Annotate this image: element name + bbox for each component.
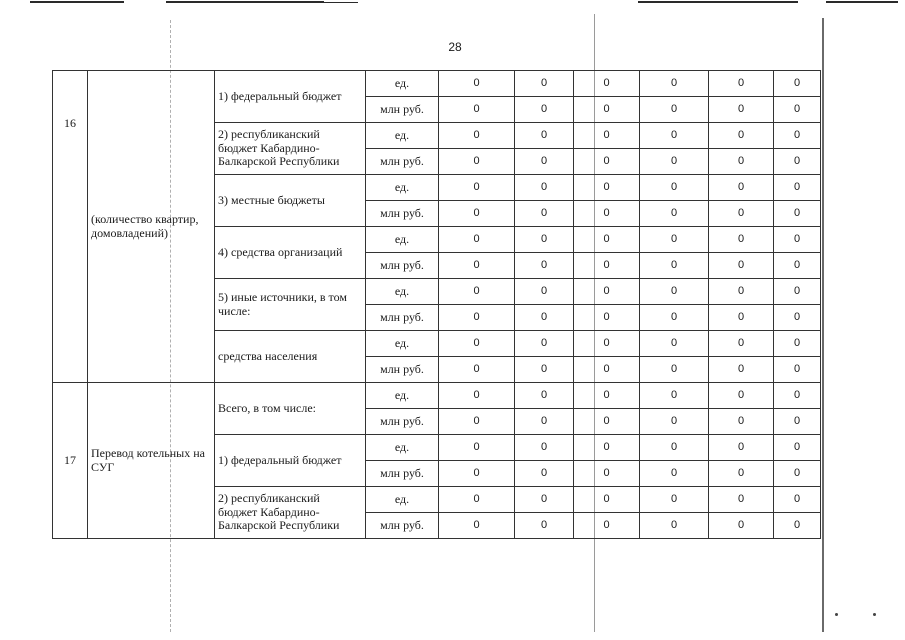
unit-cell: ед. bbox=[366, 175, 439, 201]
value-cell: 0 bbox=[439, 71, 515, 97]
budget-table bbox=[52, 70, 821, 539]
value-cell: 0 bbox=[515, 97, 574, 123]
value-cell: 0 bbox=[774, 123, 821, 149]
row-number: 17 bbox=[53, 383, 88, 539]
value-cell: 0 bbox=[774, 149, 821, 175]
value-cell: 0 bbox=[709, 409, 774, 435]
table-row bbox=[53, 383, 821, 409]
value-cell: 0 bbox=[709, 201, 774, 227]
unit-cell: млн руб. bbox=[366, 357, 439, 383]
value-cell: 0 bbox=[515, 71, 574, 97]
value-cell: 0 bbox=[439, 97, 515, 123]
unit-cell: млн руб. bbox=[366, 461, 439, 487]
value-cell: 0 bbox=[439, 149, 515, 175]
value-cell: 0 bbox=[709, 227, 774, 253]
value-cell: 0 bbox=[640, 383, 709, 409]
scan-rule-3 bbox=[324, 2, 358, 3]
value-cell: 0 bbox=[515, 461, 574, 487]
value-cell: 0 bbox=[709, 71, 774, 97]
value-cell: 0 bbox=[640, 305, 709, 331]
funding-source: 5) иные источники, в том числе: bbox=[215, 279, 366, 331]
value-cell: 0 bbox=[640, 357, 709, 383]
value-cell: 0 bbox=[640, 487, 709, 513]
value-cell: 0 bbox=[640, 201, 709, 227]
value-cell: 0 bbox=[515, 305, 574, 331]
value-cell: 0 bbox=[774, 461, 821, 487]
value-cell: 0 bbox=[439, 331, 515, 357]
value-cell: 0 bbox=[515, 279, 574, 305]
unit-cell: млн руб. bbox=[366, 253, 439, 279]
value-cell: 0 bbox=[574, 461, 640, 487]
unit-cell: млн руб. bbox=[366, 149, 439, 175]
value-cell: 0 bbox=[439, 513, 515, 539]
value-cell: 0 bbox=[574, 97, 640, 123]
unit-cell: ед. bbox=[366, 383, 439, 409]
value-cell: 0 bbox=[709, 331, 774, 357]
value-cell: 0 bbox=[709, 305, 774, 331]
unit-cell: ед. bbox=[366, 123, 439, 149]
measure-name: Перевод котельных на СУГ bbox=[88, 383, 215, 539]
unit-cell: млн руб. bbox=[366, 513, 439, 539]
scan-rule-5 bbox=[826, 1, 898, 3]
value-cell: 0 bbox=[515, 253, 574, 279]
value-cell: 0 bbox=[709, 435, 774, 461]
value-cell: 0 bbox=[640, 461, 709, 487]
value-cell: 0 bbox=[774, 513, 821, 539]
value-cell: 0 bbox=[640, 71, 709, 97]
value-cell: 0 bbox=[439, 409, 515, 435]
value-cell: 0 bbox=[439, 279, 515, 305]
value-cell: 0 bbox=[640, 513, 709, 539]
page-number: 28 bbox=[448, 40, 462, 54]
value-cell: 0 bbox=[439, 227, 515, 253]
value-cell: 0 bbox=[574, 435, 640, 461]
value-cell: 0 bbox=[774, 331, 821, 357]
unit-cell: ед. bbox=[366, 279, 439, 305]
value-cell: 0 bbox=[640, 123, 709, 149]
value-cell: 0 bbox=[709, 487, 774, 513]
value-cell: 0 bbox=[439, 487, 515, 513]
value-cell: 0 bbox=[640, 279, 709, 305]
value-cell: 0 bbox=[774, 279, 821, 305]
value-cell: 0 bbox=[439, 461, 515, 487]
value-cell: 0 bbox=[709, 461, 774, 487]
funding-source: 2) республиканский бюджет Кабардино-Балкарской Республики bbox=[215, 123, 366, 175]
value-cell: 0 bbox=[709, 253, 774, 279]
value-cell: 0 bbox=[574, 149, 640, 175]
value-cell: 0 bbox=[515, 487, 574, 513]
value-cell: 0 bbox=[515, 357, 574, 383]
value-cell: 0 bbox=[574, 71, 640, 97]
value-cell: 0 bbox=[574, 279, 640, 305]
value-cell: 0 bbox=[709, 97, 774, 123]
value-cell: 0 bbox=[574, 123, 640, 149]
value-cell: 0 bbox=[709, 279, 774, 305]
value-cell: 0 bbox=[515, 409, 574, 435]
table-body bbox=[53, 71, 821, 539]
unit-cell: ед. bbox=[366, 487, 439, 513]
value-cell: 0 bbox=[774, 97, 821, 123]
value-cell: 0 bbox=[774, 357, 821, 383]
value-cell: 0 bbox=[439, 435, 515, 461]
value-cell: 0 bbox=[640, 331, 709, 357]
value-cell: 0 bbox=[574, 383, 640, 409]
value-cell: 0 bbox=[574, 175, 640, 201]
value-cell: 0 bbox=[640, 149, 709, 175]
value-cell: 0 bbox=[640, 253, 709, 279]
value-cell: 0 bbox=[774, 253, 821, 279]
value-cell: 0 bbox=[574, 253, 640, 279]
value-cell: 0 bbox=[515, 383, 574, 409]
value-cell: 0 bbox=[515, 175, 574, 201]
value-cell: 0 bbox=[439, 305, 515, 331]
value-cell: 0 bbox=[515, 149, 574, 175]
funding-source: Всего, в том числе: bbox=[215, 383, 366, 435]
funding-source: 1) федеральный бюджет bbox=[215, 435, 366, 487]
unit-cell: млн руб. bbox=[366, 97, 439, 123]
value-cell: 0 bbox=[515, 513, 574, 539]
funding-source: 3) местные бюджеты bbox=[215, 175, 366, 227]
scan-rule-1 bbox=[30, 1, 124, 3]
value-cell: 0 bbox=[640, 97, 709, 123]
unit-cell: млн руб. bbox=[366, 201, 439, 227]
value-cell: 0 bbox=[574, 331, 640, 357]
value-cell: 0 bbox=[774, 201, 821, 227]
scan-rule-2 bbox=[166, 1, 324, 3]
unit-cell: ед. bbox=[366, 331, 439, 357]
value-cell: 0 bbox=[574, 487, 640, 513]
value-cell: 0 bbox=[774, 383, 821, 409]
value-cell: 0 bbox=[574, 201, 640, 227]
measure-name: (количество квартир, домовладений) bbox=[88, 71, 215, 383]
value-cell: 0 bbox=[640, 227, 709, 253]
value-cell: 0 bbox=[439, 201, 515, 227]
value-cell: 0 bbox=[515, 123, 574, 149]
value-cell: 0 bbox=[574, 227, 640, 253]
funding-source: 4) средства организаций bbox=[215, 227, 366, 279]
unit-cell: ед. bbox=[366, 227, 439, 253]
fold-line-right bbox=[822, 18, 824, 632]
scan-rule-4 bbox=[638, 1, 798, 3]
value-cell: 0 bbox=[515, 331, 574, 357]
value-cell: 0 bbox=[774, 409, 821, 435]
scan-speck-1 bbox=[835, 613, 838, 616]
value-cell: 0 bbox=[774, 71, 821, 97]
value-cell: 0 bbox=[709, 357, 774, 383]
value-cell: 0 bbox=[515, 227, 574, 253]
value-cell: 0 bbox=[574, 513, 640, 539]
value-cell: 0 bbox=[515, 201, 574, 227]
value-cell: 0 bbox=[774, 227, 821, 253]
table-row bbox=[53, 71, 821, 97]
value-cell: 0 bbox=[774, 435, 821, 461]
unit-cell: ед. bbox=[366, 435, 439, 461]
value-cell: 0 bbox=[574, 305, 640, 331]
value-cell: 0 bbox=[439, 123, 515, 149]
value-cell: 0 bbox=[709, 123, 774, 149]
funding-source: 2) республиканский бюджет Кабардино-Балкарской Республики bbox=[215, 487, 366, 539]
value-cell: 0 bbox=[574, 357, 640, 383]
value-cell: 0 bbox=[640, 175, 709, 201]
value-cell: 0 bbox=[709, 513, 774, 539]
value-cell: 0 bbox=[709, 175, 774, 201]
value-cell: 0 bbox=[640, 409, 709, 435]
value-cell: 0 bbox=[774, 487, 821, 513]
value-cell: 0 bbox=[574, 409, 640, 435]
value-cell: 0 bbox=[709, 383, 774, 409]
value-cell: 0 bbox=[774, 175, 821, 201]
unit-cell: ед. bbox=[366, 71, 439, 97]
unit-cell: млн руб. bbox=[366, 305, 439, 331]
value-cell: 0 bbox=[774, 305, 821, 331]
value-cell: 0 bbox=[640, 435, 709, 461]
funding-source: 1) федеральный бюджет bbox=[215, 71, 366, 123]
value-cell: 0 bbox=[439, 253, 515, 279]
unit-cell: млн руб. bbox=[366, 409, 439, 435]
value-cell: 0 bbox=[515, 435, 574, 461]
value-cell: 0 bbox=[439, 357, 515, 383]
value-cell: 0 bbox=[439, 383, 515, 409]
value-cell: 0 bbox=[709, 149, 774, 175]
row-number: 16 bbox=[53, 71, 88, 383]
scan-speck-2 bbox=[873, 613, 876, 616]
funding-source: средства населения bbox=[215, 331, 366, 383]
value-cell: 0 bbox=[439, 175, 515, 201]
